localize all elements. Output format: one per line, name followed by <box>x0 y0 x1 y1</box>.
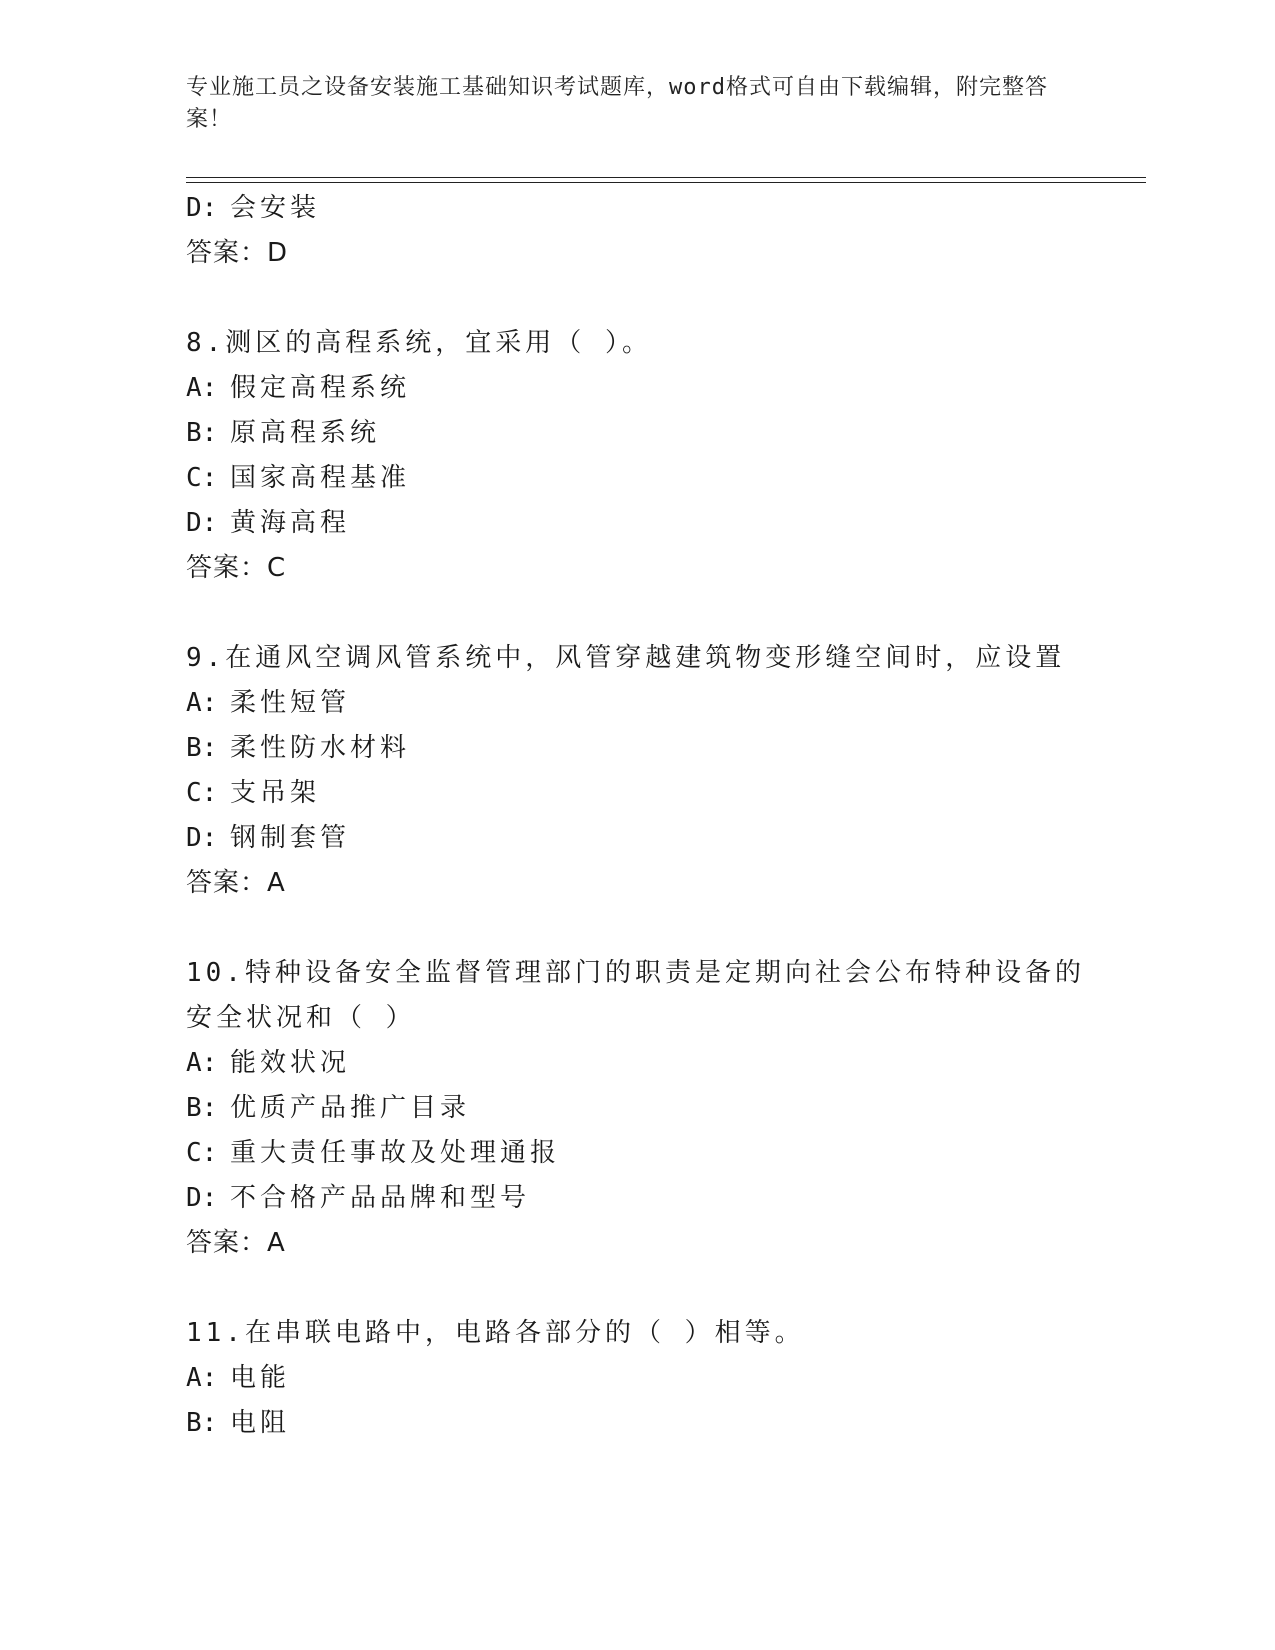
option-d <box>186 186 1146 231</box>
spacer <box>186 591 1146 636</box>
option-a <box>186 1356 1146 1401</box>
option-d <box>186 501 1146 546</box>
option-b <box>186 1401 1146 1446</box>
option-b <box>186 1086 1146 1131</box>
question-stem: 11.在串联电路中，电路各部分的（ ）相等。 <box>186 1318 805 1348</box>
answer-line: 答案：A <box>186 1228 286 1258</box>
option-label: B: <box>186 1093 218 1123</box>
option-text: 柔性短管 <box>230 688 351 718</box>
option-text: 优质产品推广目录 <box>230 1093 471 1123</box>
option-label: C: <box>186 463 218 493</box>
option-label: A: <box>186 373 218 403</box>
question-list <box>186 186 1146 1446</box>
option-text: 假定高程系统 <box>230 373 411 403</box>
option-b <box>186 411 1146 456</box>
page-header: 专业施工员之设备安装施工基础知识考试题库，word格式可自由下载编辑，附完整答案！ <box>186 75 1048 132</box>
spacer <box>186 906 1146 951</box>
option-a <box>186 1041 1146 1086</box>
option-label: A: <box>186 688 218 718</box>
option-d <box>186 1176 1146 1221</box>
question-stem: 10.特种设备安全监督管理部门的职责是定期向社会公布特种设备的安全状况和（ ） <box>186 958 1085 1033</box>
option-text: 支吊架 <box>230 778 321 808</box>
question-stem: 9.在通风空调风管系统中，风管穿越建筑物变形缝空间时，应设置 <box>186 643 1066 673</box>
option-label: C: <box>186 1138 218 1168</box>
option-c <box>186 456 1146 501</box>
option-label: C: <box>186 778 218 808</box>
option-text: 会安装 <box>230 193 321 223</box>
header-rule-bottom <box>186 182 1146 183</box>
option-label: B: <box>186 733 218 763</box>
option-text: 电阻 <box>230 1408 291 1438</box>
option-text: 电能 <box>230 1363 291 1393</box>
option-text: 重大责任事故及处理通报 <box>230 1138 561 1168</box>
answer-line: 答案：A <box>186 868 286 898</box>
option-label: B: <box>186 418 218 448</box>
option-label: D: <box>186 1183 218 1213</box>
option-d <box>186 816 1146 861</box>
answer-line: 答案：C <box>186 553 287 583</box>
option-a <box>186 681 1146 726</box>
answer-line: 答案：D <box>186 238 289 268</box>
question-stem: 8.测区的高程系统，宜采用（ ）。 <box>186 328 652 358</box>
spacer <box>186 276 1146 321</box>
option-label: D: <box>186 508 218 538</box>
option-text: 原高程系统 <box>230 418 381 448</box>
option-text: 钢制套管 <box>230 823 351 853</box>
header-rule-top <box>186 177 1146 178</box>
option-c <box>186 1131 1146 1176</box>
option-b <box>186 726 1146 771</box>
option-text: 不合格产品品牌和型号 <box>230 1183 531 1213</box>
spacer <box>186 1266 1146 1311</box>
option-label: A: <box>186 1048 218 1078</box>
option-text: 国家高程基准 <box>230 463 411 493</box>
option-c <box>186 771 1146 816</box>
option-text: 能效状况 <box>230 1048 351 1078</box>
option-label: A: <box>186 1363 218 1393</box>
option-label: D: <box>186 193 218 223</box>
option-text: 柔性防水材料 <box>230 733 411 763</box>
option-text: 黄海高程 <box>230 508 351 538</box>
option-label: D: <box>186 823 218 853</box>
option-label: B: <box>186 1408 218 1438</box>
option-a <box>186 366 1146 411</box>
